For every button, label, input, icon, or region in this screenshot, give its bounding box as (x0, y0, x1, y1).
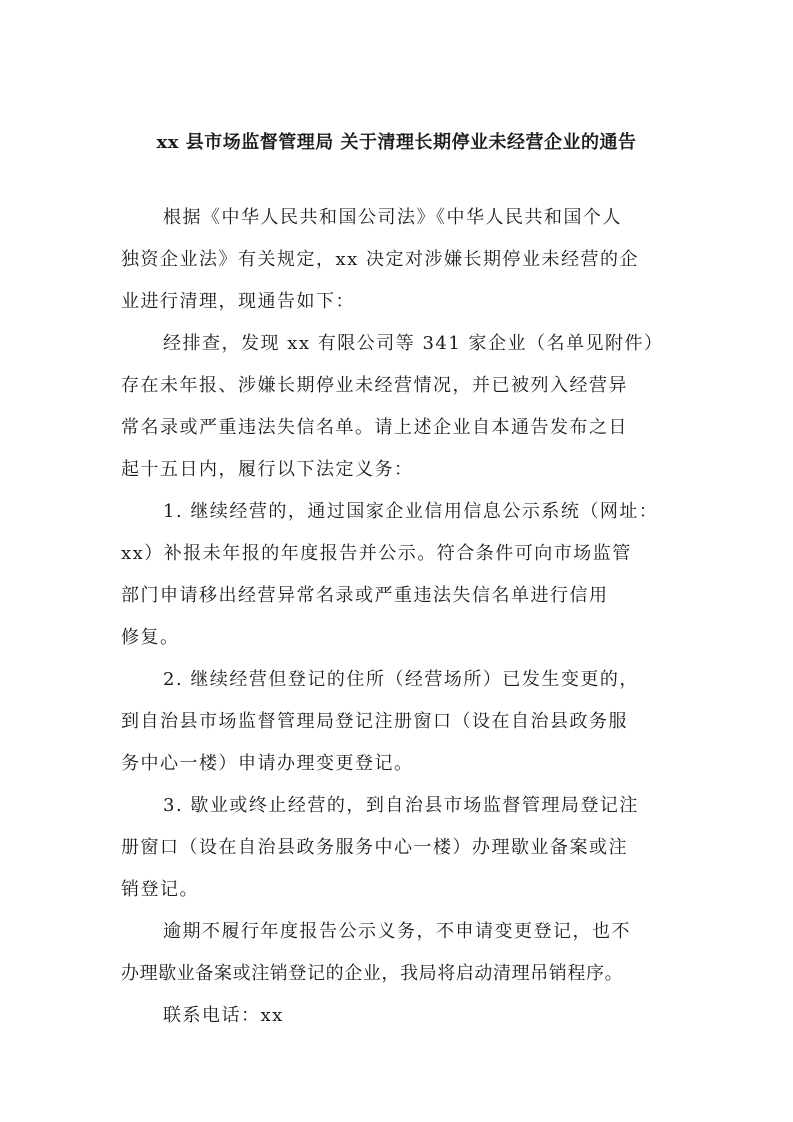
text-line: 部门申请移出经营异常名录或严重违法失信名单进行信用 (121, 585, 609, 606)
text-line: 存在未年报、涉嫌长期停业未经营情况，并已被列入经营异 (121, 375, 628, 396)
text-line: 到自治县市场监督管理局登记注册窗口（设在自治县政务服 (121, 711, 628, 732)
text-line: 销登记。 (121, 879, 199, 900)
document-title: xx 县市场监督管理局 关于清理长期停业未经营企业的通告 (156, 132, 637, 153)
text-line: 2. 继续经营但登记的住所（经营场所）已发生变更的， (163, 669, 639, 690)
text-line: 独资企业法》有关规定，xx 决定对涉嫌长期停业未经营的企 (121, 249, 640, 270)
text-line: 常名录或严重违法失信名单。请上述企业自本通告发布之日 (121, 417, 628, 438)
text-line: 1. 继续经营的，通过国家企业信用信息公示系统（网址： (163, 501, 659, 522)
text-line: xx）补报未年报的年度报告并公示。符合条件可向市场监管 (121, 543, 632, 564)
text-line: 册窗口（设在自治县政务服务中心一楼）办理歇业备案或注 (121, 837, 628, 858)
text-line: 3. 歇业或终止经营的，到自治县市场监督管理局登记注 (163, 795, 639, 816)
text-line: 逾期不履行年度报告公示义务，不申请变更登记，也不 (163, 921, 631, 942)
text-line: 根据《中华人民共和国公司法》《中华人民共和国个人 (163, 207, 622, 228)
text-line: 修复。 (121, 627, 180, 648)
contact-line: 联系电话：xx (163, 1005, 284, 1026)
text-line: 务中心一楼）申请办理变更登记。 (121, 753, 414, 774)
text-line: 办理歇业备案或注销登记的企业，我局将启动清理吊销程序。 (121, 963, 624, 984)
text-line: 经排查，发现 xx 有限公司等 341 家企业（名单见附件） (163, 333, 664, 354)
text-line: 起十五日内，履行以下法定义务： (121, 459, 414, 480)
text-line: 业进行清理，现通告如下： (121, 291, 355, 312)
